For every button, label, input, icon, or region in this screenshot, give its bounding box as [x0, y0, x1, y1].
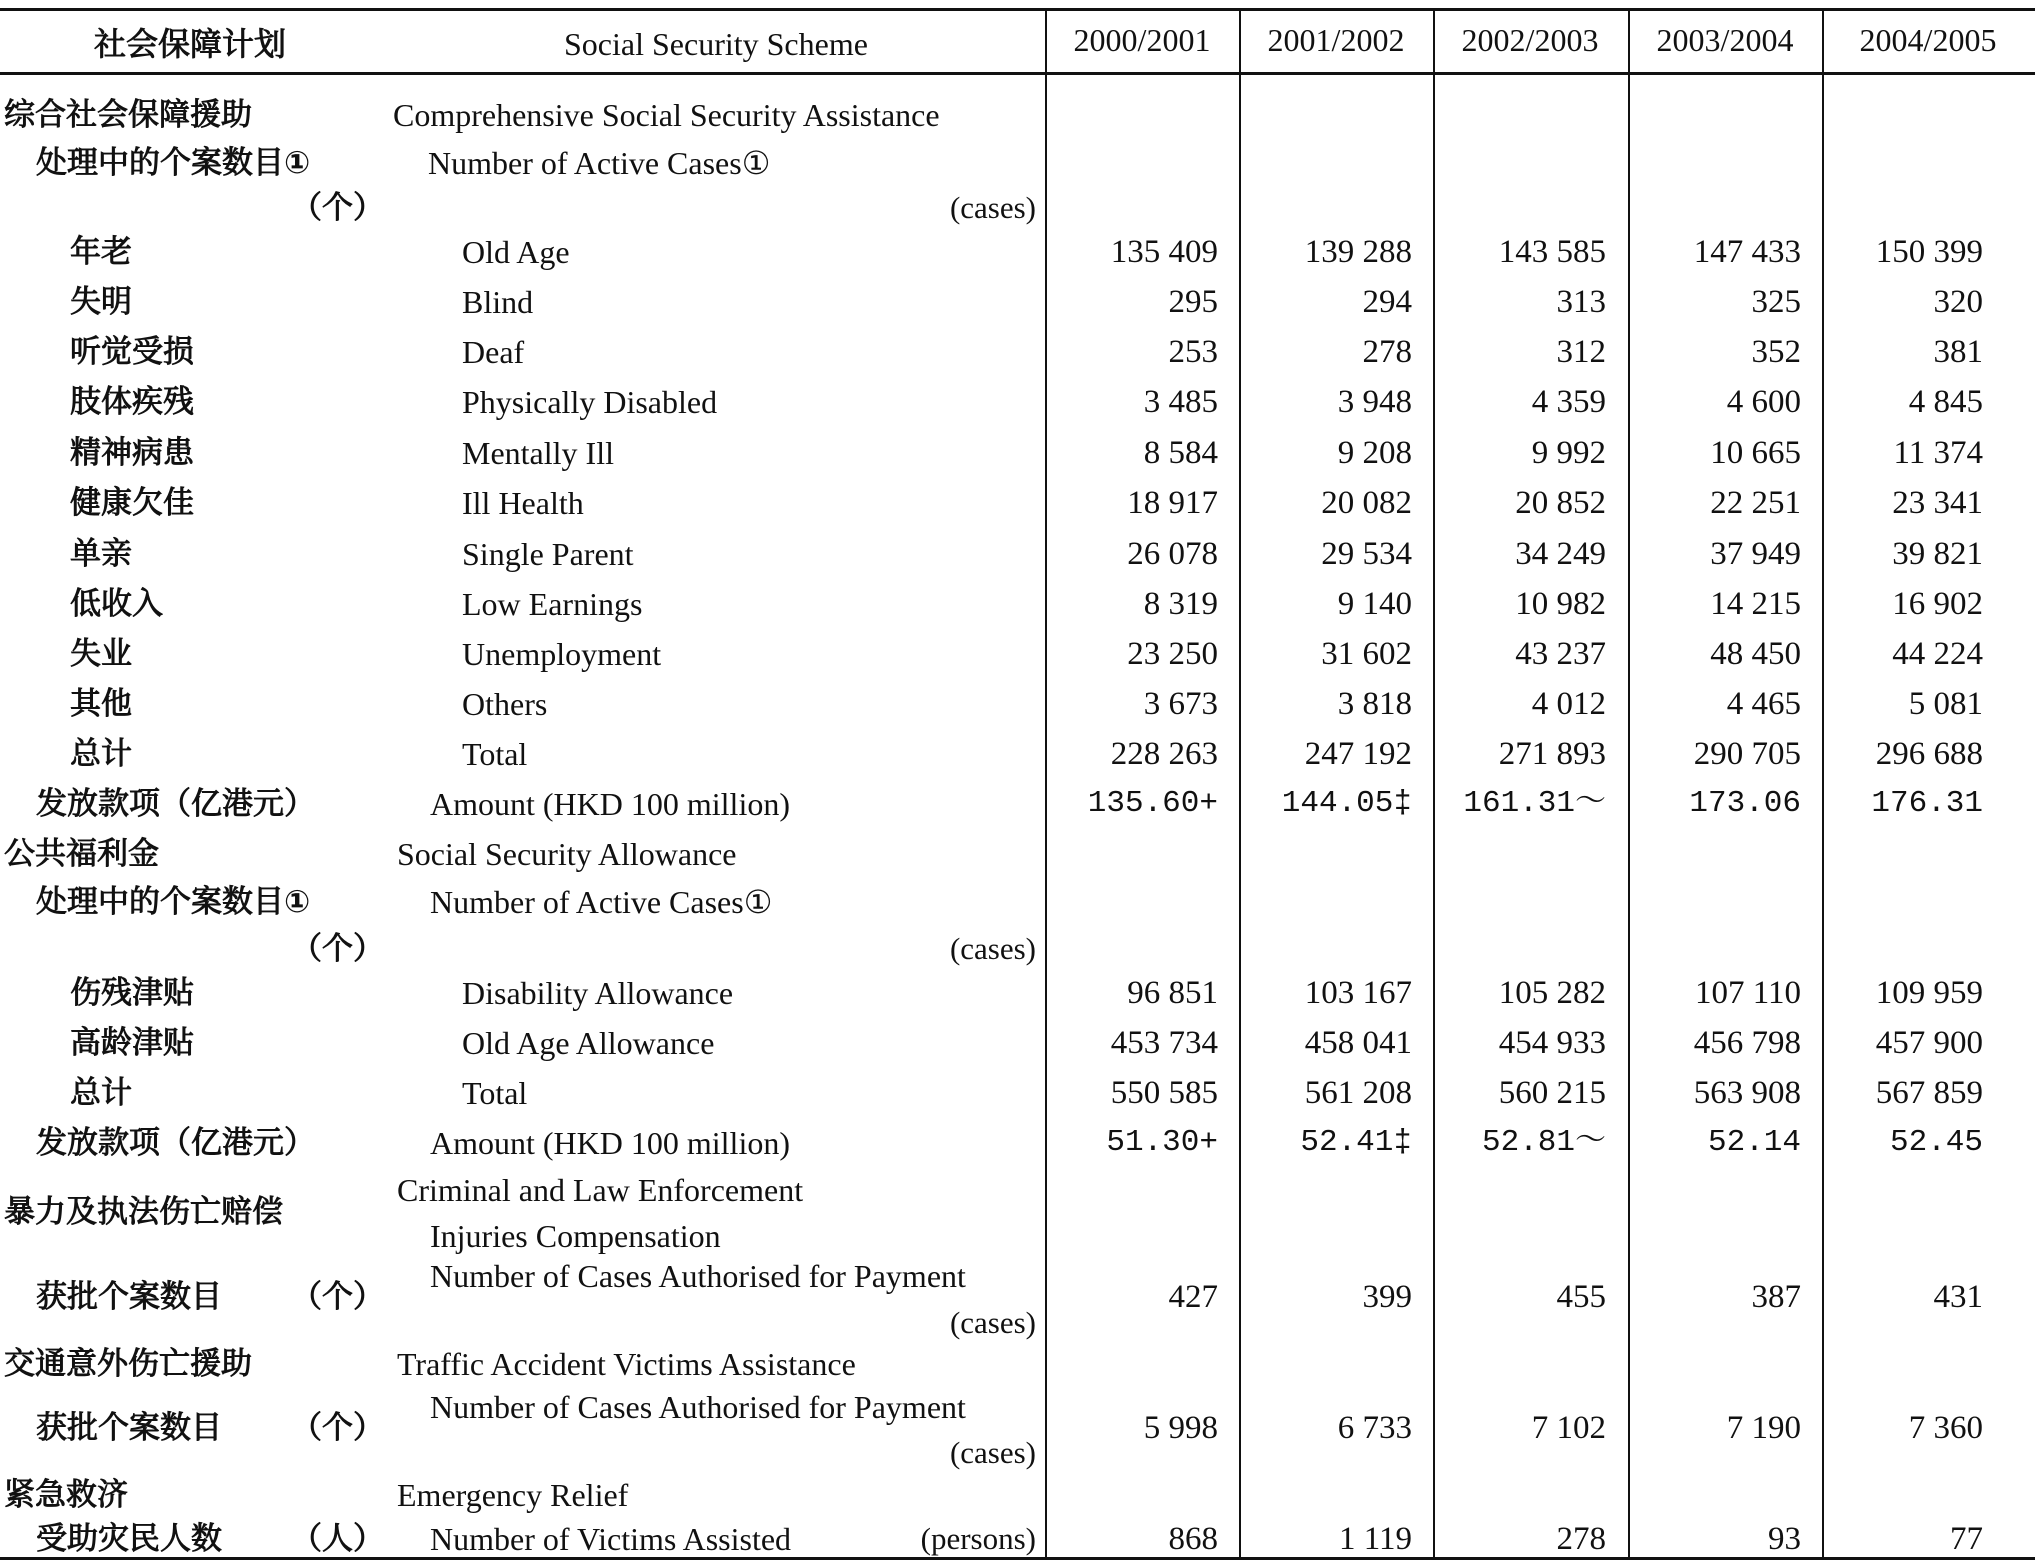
- header-year: 2004/2005: [1859, 22, 1997, 58]
- value-cell: 290 705: [1693, 736, 1801, 772]
- row-label-en: Single Parent: [462, 536, 634, 572]
- value-cell: 22 251: [1710, 485, 1801, 521]
- section-title-zh: 紧急救济: [4, 1477, 128, 1513]
- value-cell: 9 208: [1337, 435, 1412, 471]
- value-cell: 453 734: [1110, 1025, 1218, 1061]
- header-rule: [0, 72, 2035, 75]
- unit-zh: （个）: [291, 1410, 384, 1446]
- row-label-en: Total: [462, 736, 528, 772]
- row-label-zh: 失业: [70, 636, 132, 672]
- value-cell: 23 341: [1892, 485, 1983, 521]
- subhead-en: Number of Active Cases①: [428, 145, 771, 181]
- value-cell: 4 012: [1531, 686, 1606, 722]
- value-cell: 48 450: [1710, 636, 1801, 672]
- unit-zh: （个）: [291, 1279, 384, 1315]
- value-cell: 77: [1950, 1521, 1983, 1557]
- header-year: 2001/2002: [1267, 22, 1405, 58]
- value-cell: 3 948: [1337, 384, 1412, 420]
- header-scheme-en: Social Security Scheme: [564, 26, 868, 62]
- value-cell: 3 818: [1337, 686, 1412, 722]
- value-cell: 107 110: [1694, 975, 1801, 1011]
- row-label-zh: 单亲: [70, 536, 132, 572]
- value-cell: 1 119: [1338, 1521, 1412, 1557]
- row-label-zh: 伤残津贴: [70, 975, 194, 1011]
- row-label-en: Number of Victims Assisted: [430, 1521, 792, 1557]
- unit-en: (persons): [920, 1521, 1036, 1556]
- value-cell: 247 192: [1304, 736, 1412, 772]
- value-cell: 96 851: [1127, 975, 1218, 1011]
- value-cell: 31 602: [1321, 636, 1412, 672]
- unit-en: (cases): [949, 190, 1036, 225]
- value-cell: 39 821: [1892, 536, 1983, 572]
- value-cell: 455: [1556, 1279, 1606, 1315]
- row-label-zh: 听觉受损: [70, 334, 194, 370]
- unit-en: (cases): [949, 1435, 1036, 1470]
- value-cell: 9 992: [1531, 435, 1606, 471]
- row-label-zh: 精神病患: [70, 435, 194, 471]
- value-cell: 387: [1751, 1279, 1801, 1315]
- value-cell: 295: [1168, 284, 1218, 320]
- row-label-en: Unemployment: [462, 636, 662, 672]
- value-cell: 9 140: [1337, 586, 1412, 622]
- amount-cell: 144.05‡: [1281, 786, 1412, 821]
- amount-cell: 52.45: [1889, 1125, 1983, 1160]
- row-label-en: Mentally Ill: [462, 435, 614, 471]
- value-cell: 93: [1768, 1521, 1801, 1557]
- value-cell: 7 102: [1531, 1410, 1606, 1446]
- unit-zh: （个）: [291, 931, 384, 967]
- row-label-zh: 其他: [70, 686, 132, 722]
- value-cell: 4 359: [1531, 384, 1606, 420]
- top-rule: [0, 8, 2035, 11]
- value-cell: 5 998: [1143, 1410, 1218, 1446]
- amount-cell: 161.31～: [1463, 786, 1606, 821]
- value-cell: 26 078: [1127, 536, 1218, 572]
- row-label-zh: 低收入: [70, 586, 163, 622]
- section-title-en: Traffic Accident Victims Assistance: [397, 1346, 856, 1382]
- section-title-en: Injuries Compensation: [430, 1218, 721, 1254]
- value-cell: 560 215: [1498, 1075, 1606, 1111]
- value-cell: 4 845: [1908, 384, 1983, 420]
- value-cell: 271 893: [1498, 736, 1606, 772]
- section-title-en: Emergency Relief: [397, 1477, 629, 1513]
- value-cell: 8 319: [1143, 586, 1218, 622]
- row-label-en: Disability Allowance: [462, 975, 734, 1011]
- row-label-en: Deaf: [462, 334, 525, 370]
- amount-label-zh: 发放款项（亿港元）: [36, 786, 315, 822]
- value-cell: 11 374: [1893, 435, 1983, 471]
- value-cell: 7 190: [1726, 1410, 1801, 1446]
- value-cell: 253: [1168, 334, 1218, 370]
- amount-cell: 173.06: [1689, 786, 1801, 821]
- row-label-zh: 总计: [70, 736, 132, 772]
- value-cell: 457 900: [1875, 1025, 1983, 1061]
- value-cell: 10 982: [1515, 586, 1606, 622]
- value-cell: 44 224: [1892, 636, 1983, 672]
- value-cell: 135 409: [1110, 234, 1218, 270]
- value-cell: 23 250: [1127, 636, 1218, 672]
- value-cell: 228 263: [1110, 736, 1218, 772]
- row-label-zh: 失明: [70, 284, 132, 320]
- row-label-zh: 获批个案数目: [36, 1410, 222, 1446]
- value-cell: 147 433: [1693, 234, 1801, 270]
- row-label-zh: 总计: [70, 1075, 132, 1111]
- value-cell: 37 949: [1710, 536, 1801, 572]
- value-cell: 294: [1362, 284, 1412, 320]
- amount-cell: 51.30+: [1106, 1125, 1218, 1160]
- unit-en: (cases): [949, 931, 1036, 966]
- value-cell: 567 859: [1875, 1075, 1983, 1111]
- value-cell: 456 798: [1693, 1025, 1801, 1061]
- value-cell: 109 959: [1875, 975, 1983, 1011]
- section-title-en: Criminal and Law Enforcement: [397, 1172, 804, 1208]
- value-cell: 313: [1556, 284, 1606, 320]
- section-title-zh: 公共福利金: [4, 836, 159, 872]
- row-label-en: Old Age Allowance: [462, 1025, 715, 1061]
- value-cell: 458 041: [1304, 1025, 1412, 1061]
- value-cell: 18 917: [1127, 485, 1218, 521]
- value-cell: 561 208: [1304, 1075, 1412, 1111]
- row-label-en: Ill Health: [462, 485, 584, 521]
- value-cell: 868: [1168, 1521, 1218, 1557]
- value-cell: 278: [1556, 1521, 1606, 1557]
- row-label-en: Total: [462, 1075, 528, 1111]
- row-label-zh: 年老: [70, 234, 132, 270]
- value-cell: 3 485: [1143, 384, 1218, 420]
- value-cell: 427: [1168, 1279, 1218, 1315]
- amount-cell: 176.31: [1871, 786, 1983, 821]
- value-cell: 550 585: [1110, 1075, 1218, 1111]
- value-cell: 29 534: [1321, 536, 1412, 572]
- amount-label-zh: 发放款项（亿港元）: [36, 1125, 315, 1161]
- value-cell: 325: [1751, 284, 1801, 320]
- value-cell: 3 673: [1143, 686, 1218, 722]
- header-year: 2002/2003: [1461, 22, 1599, 58]
- amount-cell: 135.60+: [1087, 786, 1218, 821]
- value-cell: 103 167: [1304, 975, 1412, 1011]
- value-cell: 312: [1556, 334, 1606, 370]
- amount-cell: 52.81～: [1481, 1125, 1606, 1160]
- value-cell: 4 465: [1726, 686, 1801, 722]
- section-title-en: Comprehensive Social Security Assistance: [393, 97, 940, 133]
- value-cell: 139 288: [1304, 234, 1412, 270]
- value-cell: 6 733: [1337, 1410, 1412, 1446]
- row-label-zh: 受助灾民人数: [36, 1521, 222, 1557]
- value-cell: 34 249: [1515, 536, 1606, 572]
- row-label-en: Blind: [462, 284, 534, 320]
- section-title-zh: 综合社会保障援助: [4, 97, 252, 133]
- value-cell: 8 584: [1143, 435, 1218, 471]
- unit-zh: （人）: [291, 1521, 384, 1557]
- value-cell: 352: [1751, 334, 1801, 370]
- value-cell: 20 082: [1321, 485, 1412, 521]
- subhead-zh: 处理中的个案数目①: [36, 145, 311, 181]
- row-label-en: Old Age: [462, 234, 570, 270]
- header-scheme-zh: 社会保障计划: [93, 25, 286, 63]
- value-cell: 16 902: [1892, 586, 1983, 622]
- value-cell: 381: [1933, 334, 1983, 370]
- row-label-en: Physically Disabled: [462, 384, 718, 420]
- section-title-zh: 暴力及执法伤亡赔偿: [4, 1194, 283, 1230]
- amount-cell: 52.14: [1707, 1125, 1801, 1160]
- row-label-en: Low Earnings: [462, 586, 643, 622]
- value-cell: 296 688: [1875, 736, 1983, 772]
- bottom-rule: [0, 1557, 2035, 1560]
- value-cell: 278: [1362, 334, 1412, 370]
- header-year: 2003/2004: [1656, 22, 1794, 58]
- value-cell: 43 237: [1515, 636, 1606, 672]
- value-cell: 320: [1933, 284, 1983, 320]
- amount-label-en: Amount (HKD 100 million): [430, 786, 790, 822]
- amount-label-en: Amount (HKD 100 million): [430, 1125, 790, 1161]
- header-year: 2000/2001: [1073, 22, 1211, 58]
- value-cell: 105 282: [1498, 975, 1606, 1011]
- row-label-en: Others: [462, 686, 548, 722]
- value-cell: 399: [1362, 1279, 1412, 1315]
- value-cell: 4 600: [1726, 384, 1801, 420]
- value-cell: 10 665: [1710, 435, 1801, 471]
- section-title-en: Social Security Allowance: [397, 836, 737, 872]
- amount-cell: 52.41‡: [1300, 1125, 1412, 1160]
- subhead-zh: 处理中的个案数目①: [36, 884, 311, 920]
- row-label-en: Number of Cases Authorised for Payment: [430, 1258, 966, 1294]
- row-label-zh: 健康欠佳: [70, 485, 194, 521]
- value-cell: 143 585: [1498, 234, 1606, 270]
- row-label-zh: 肢体疾残: [70, 384, 194, 420]
- value-cell: 7 360: [1908, 1410, 1983, 1446]
- row-label-zh: 获批个案数目: [36, 1279, 222, 1315]
- row-label-zh: 高龄津贴: [70, 1025, 194, 1061]
- unit-zh: （个）: [291, 190, 384, 226]
- value-cell: 20 852: [1515, 485, 1606, 521]
- value-cell: 454 933: [1498, 1025, 1606, 1061]
- value-cell: 150 399: [1875, 234, 1983, 270]
- value-cell: 14 215: [1710, 586, 1801, 622]
- subhead-en: Number of Active Cases①: [430, 884, 773, 920]
- section-title-zh: 交通意外伤亡援助: [4, 1346, 252, 1382]
- value-cell: 5 081: [1908, 686, 1983, 722]
- value-cell: 563 908: [1693, 1075, 1801, 1111]
- unit-en: (cases): [949, 1305, 1036, 1340]
- row-label-en: Number of Cases Authorised for Payment: [430, 1389, 966, 1425]
- value-cell: 431: [1933, 1279, 1983, 1315]
